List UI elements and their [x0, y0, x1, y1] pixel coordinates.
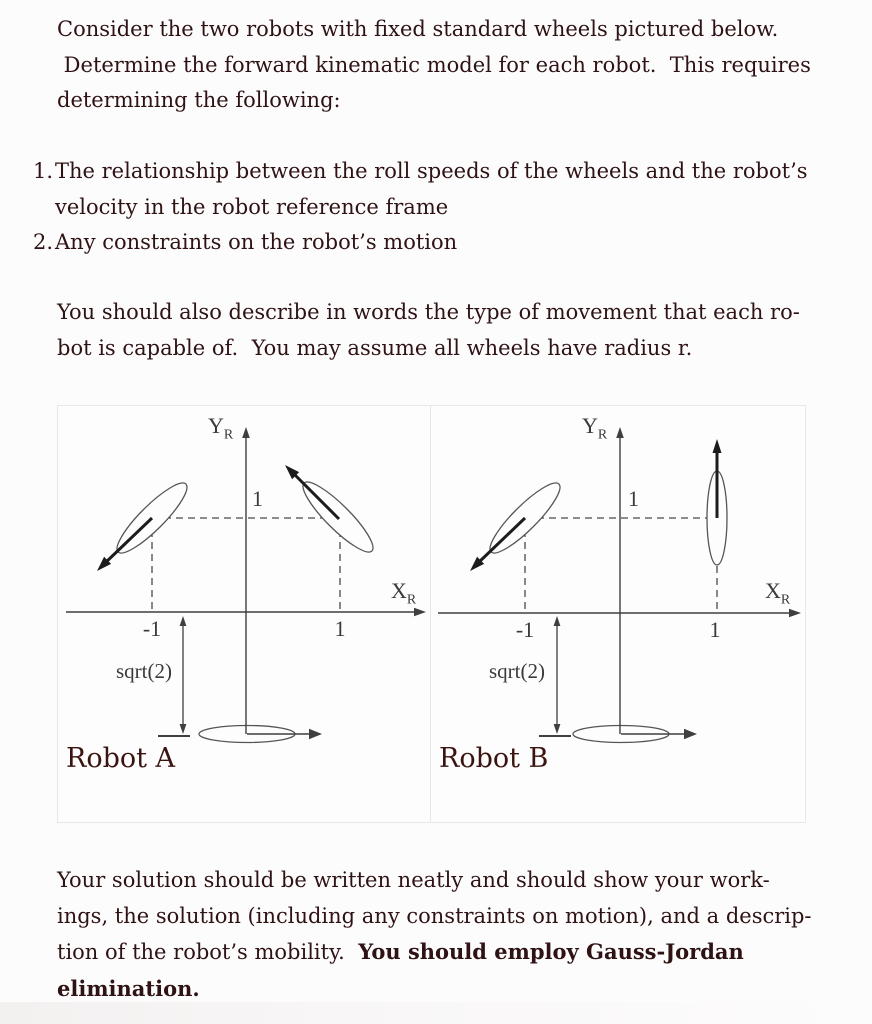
x-tick-neg1: -1 [515, 617, 535, 642]
solution-paragraph [57, 863, 812, 1006]
right-wheel-roll-arrowhead [713, 439, 722, 453]
solution-line-2: ings, the solution (including any constraints on motion), and a descrip- [57, 903, 812, 928]
y-axis-arrowhead [242, 427, 250, 438]
list-item-2 [33, 225, 808, 261]
x-axis-arrowhead [789, 609, 801, 617]
list-item-1-continuation: velocity in the robot reference frame [55, 194, 449, 219]
x-tick-1: 1 [334, 616, 346, 641]
y-tick-1: 1 [628, 486, 639, 511]
list-item-1-text: The relationship between the roll speeds of the wheels and the robot’s [55, 159, 808, 183]
solution-line-3-normal: tion of the robot’s mobility. [57, 940, 359, 964]
y-axis-label: $Y_R$ [208, 413, 234, 443]
list-item-1-number: 1. [33, 159, 54, 183]
x-tick-1: 1 [709, 617, 721, 642]
list-item-1 [33, 154, 808, 190]
robots-figure [57, 405, 806, 823]
robot-a-panel [57, 405, 431, 823]
measure-arrowhead-bottom [554, 724, 561, 734]
y-tick-1: 1 [252, 486, 263, 511]
list-item-2-number: 2. [33, 230, 54, 254]
describe-line-2: bot is capable of. You may assume all wheels have radius r. [57, 335, 693, 360]
solution-line-4: elimination. [57, 975, 200, 1001]
sqrt2-distance-label: sqrt(2) [489, 659, 545, 683]
intro-line-3: determining the following: [57, 88, 341, 112]
bottom-wheel-roll-arrowhead [684, 729, 697, 739]
page-bottom-shade [0, 1002, 872, 1024]
requirements-list [33, 154, 808, 261]
measure-arrowhead-bottom [180, 724, 187, 734]
robot-b-caption: Robot B [439, 743, 549, 774]
x-axis-arrowhead [414, 608, 426, 616]
sqrt2-distance-label: sqrt(2) [116, 659, 172, 683]
solution-line-1: Your solution should be written neatly and should show your work- [57, 868, 770, 892]
measure-arrowhead-top [180, 616, 187, 626]
solution-line-3 [57, 934, 812, 971]
describe-paragraph [57, 295, 800, 366]
x-tick-neg1: -1 [142, 616, 162, 641]
list-item-2-text: Any constraints on the robot’s motion [55, 230, 458, 254]
intro-line-1: Consider the two robots with fixed standard wheels pictured below. [57, 17, 779, 41]
y-axis-label: $Y_R$ [582, 413, 608, 443]
measure-arrowhead-top [554, 616, 561, 626]
describe-line-1: You should also describe in words the type of movement that each ro- [57, 300, 800, 324]
y-axis-arrowhead [616, 427, 624, 438]
robot-b-panel [430, 405, 806, 823]
x-axis-label: $X_R$ [765, 578, 791, 608]
intro-paragraph [57, 12, 811, 119]
intro-line-2: Determine the forward kinematic model for each robot. This requires [57, 52, 811, 77]
robot-a-caption: Robot A [66, 743, 176, 774]
solution-line-3-bold: You should employ Gauss-Jordan [358, 939, 744, 964]
x-axis-label: $X_R$ [391, 578, 417, 608]
bottom-wheel-roll-arrowhead [309, 729, 322, 739]
